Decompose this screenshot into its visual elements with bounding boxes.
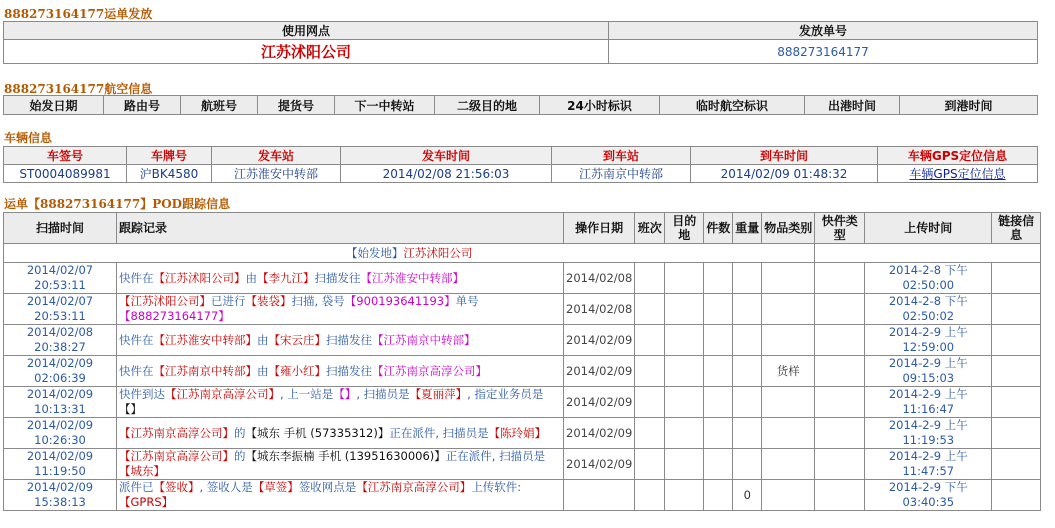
op-date: 2014/02/09: [564, 356, 635, 387]
vehicle-to: 江苏南京中转部: [552, 165, 691, 183]
item-category: [762, 387, 815, 418]
scan-time: 2014/02/09 02:06:39: [4, 356, 117, 387]
upload-time: 2014-2-9 上午 11:47:57: [865, 449, 992, 480]
branch-name: 江苏沭阳公司: [4, 40, 609, 64]
flight-header: 下一中转站: [335, 96, 435, 115]
op-date: 2014/02/08: [564, 263, 635, 294]
header-number: 发放单号: [609, 22, 1038, 40]
item-category: [762, 294, 815, 325]
table-row: [4, 387, 1041, 418]
flight-header: 到港时间: [900, 96, 1038, 115]
vehicle-header: 车签号: [4, 147, 127, 165]
op-date: 2014/02/09: [564, 449, 635, 480]
track-record: 快件在【江苏淮安中转部】由【宋云庄】扫描发往【江苏南京中转部】: [117, 325, 564, 356]
dispatch-table: [3, 21, 1038, 64]
vehicle-from: 江苏淮安中转部: [212, 165, 341, 183]
flight-section-title: 888273164177航空信息: [4, 82, 153, 96]
track-record: 快件在【江苏沭阳公司】由【李九江】扫描发往【江苏淮安中转部】: [117, 263, 564, 294]
weight: 0: [733, 480, 762, 511]
track-header: 物品类别: [762, 213, 815, 244]
item-category: [762, 418, 815, 449]
item-category: [762, 480, 815, 511]
vehicle-header: 到车时间: [691, 147, 878, 165]
upload-time: 2014-2-9 下午 03:40:35: [865, 480, 992, 511]
vehicle-table: [3, 146, 1038, 183]
flight-header: 临时航空标识: [660, 96, 805, 115]
track-header: 操作日期: [564, 213, 635, 244]
gps-link[interactable]: 车辆GPS定位信息: [909, 167, 1006, 181]
scan-time: 2014/02/09 11:19:50: [4, 449, 117, 480]
vehicle-gps-cell: [878, 165, 1038, 183]
track-record: 【江苏沭阳公司】已进行【装袋】扫描, 袋号【900193641193】单号 【888273164177】: [117, 294, 564, 325]
table-row: [4, 418, 1041, 449]
track-header: 快件类型: [815, 213, 865, 244]
track-header: 跟踪记录: [117, 213, 564, 244]
flight-header: 二级目的地: [435, 96, 540, 115]
op-date: 2014/02/09: [564, 418, 635, 449]
vehicle-tag: ST0004089981: [4, 165, 127, 183]
track-header: 链接信息: [992, 213, 1041, 244]
origin-value: 江苏沭阳公司: [403, 245, 473, 260]
flight-header: 航班号: [181, 96, 258, 115]
track-header: 目的地: [665, 213, 704, 244]
upload-time: 2014-2-9 上午 11:16:47: [865, 387, 992, 418]
weight: [733, 387, 762, 418]
vehicle-plate: 沪BK4580: [127, 165, 212, 183]
track-header: 班次: [635, 213, 665, 244]
table-row: [4, 325, 1041, 356]
flight-header: 出港时间: [805, 96, 900, 115]
upload-time: 2014-2-9 上午 09:15:03: [865, 356, 992, 387]
table-row: [4, 294, 1041, 325]
track-header: 件数: [704, 213, 733, 244]
op-date: [564, 480, 635, 511]
flight-header: 提货号: [258, 96, 335, 115]
track-header: 上传时间: [865, 213, 992, 244]
dispatch-number: 888273164177: [609, 40, 1038, 64]
origin-empty: [815, 244, 1041, 263]
flight-header: 24小时标识: [540, 96, 660, 115]
scan-time: 2014/02/08 20:38:27: [4, 325, 117, 356]
vehicle-header: 发车时间: [341, 147, 552, 165]
scan-time: 2014/02/07 20:53:11: [4, 263, 117, 294]
vehicle-header: 发车站: [212, 147, 341, 165]
track-section-title: 运单【888273164177】POD跟踪信息: [4, 197, 231, 211]
weight: [733, 418, 762, 449]
flight-header: 路由号: [104, 96, 181, 115]
vehicle-header: 车牌号: [127, 147, 212, 165]
weight: [733, 449, 762, 480]
weight: [733, 294, 762, 325]
track-header: 重量: [733, 213, 762, 244]
op-date: 2014/02/08: [564, 294, 635, 325]
origin-cell: [4, 244, 815, 263]
header-branch: 使用网点: [4, 22, 609, 40]
vehicle-header: 到车站: [552, 147, 691, 165]
item-category: [762, 449, 815, 480]
flight-table: [3, 95, 1038, 115]
upload-time: 2014-2-9 上午 11:19:53: [865, 418, 992, 449]
vehicle-section-title: 车辆信息: [4, 131, 53, 145]
track-table: [3, 212, 1041, 511]
weight: [733, 356, 762, 387]
vehicle-arrive: 2014/02/09 01:48:32: [691, 165, 878, 183]
track-header: 扫描时间: [4, 213, 117, 244]
upload-time: 2014-2-8 下午 02:50:02: [865, 294, 992, 325]
dispatch-section-title: 888273164177运单发放: [4, 7, 153, 21]
track-record: 【江苏南京高淳公司】的【城东 手机 (57335312)】正在派件, 扫描员是【陈玲娟】: [117, 418, 564, 449]
track-record: 【江苏南京高淳公司】的【城东李振楠 手机 (13951630006)】正在派件, 扫描员是 【城东】: [117, 449, 564, 480]
op-date: 2014/02/09: [564, 387, 635, 418]
vehicle-header: 车辆GPS定位信息: [878, 147, 1038, 165]
item-category: [762, 325, 815, 356]
op-date: 2014/02/09: [564, 325, 635, 356]
scan-time: 2014/02/07 20:53:11: [4, 294, 117, 325]
origin-label: 【始发地】: [345, 245, 404, 260]
track-record: 快件到达【江苏南京高淳公司】, 上一站是【】, 扫描员是【夏丽萍】, 指定业务员是 【】: [117, 387, 564, 418]
weight: [733, 263, 762, 294]
table-row: [4, 449, 1041, 480]
weight: [733, 325, 762, 356]
scan-time: 2014/02/09 10:26:30: [4, 418, 117, 449]
vehicle-depart: 2014/02/08 21:56:03: [341, 165, 552, 183]
item-category: 货样: [762, 356, 815, 387]
scan-time: 2014/02/09 10:13:31: [4, 387, 117, 418]
track-record: 快件在【江苏南京中转部】由【雍小红】扫描发往【江苏南京高淳公司】: [117, 356, 564, 387]
track-record: 派件已【签收】, 签收人是【草签】签收网点是【江苏南京高淳公司】上传软件: 【GPRS】: [117, 480, 564, 511]
table-row: [4, 263, 1041, 294]
item-category: [762, 263, 815, 294]
table-row: [4, 480, 1041, 511]
upload-time: 2014-2-9 上午 12:59:00: [865, 325, 992, 356]
upload-time: 2014-2-8 下午 02:50:00: [865, 263, 992, 294]
table-row: [4, 356, 1041, 387]
flight-header: 始发日期: [4, 96, 104, 115]
scan-time: 2014/02/09 15:38:13: [4, 480, 117, 511]
